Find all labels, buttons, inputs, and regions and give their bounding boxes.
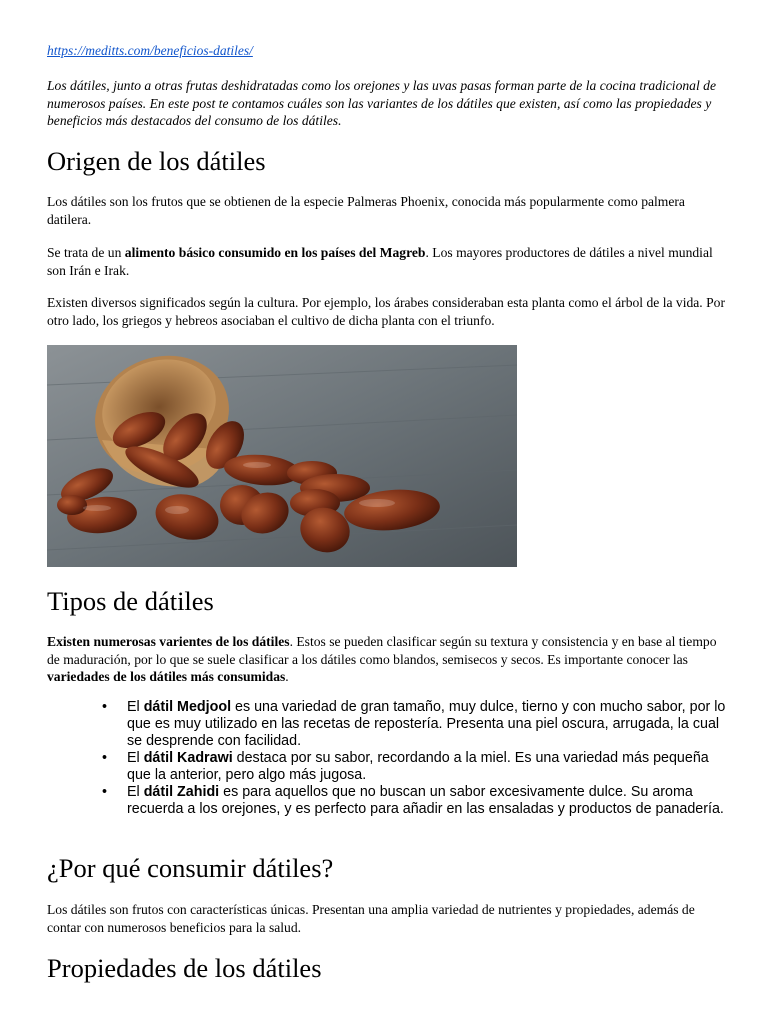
heading-por-que: ¿Por qué consumir dátiles? — [47, 853, 334, 883]
bullet: • — [102, 699, 108, 715]
heading-origen: Origen de los dátiles — [47, 146, 266, 176]
item-text: El — [127, 699, 144, 715]
source-link[interactable]: https://meditts.com/beneficios-datiles/ — [47, 43, 253, 58]
intro-paragraph: Los dátiles, junto a otras frutas deshidratadas como los orejones y las uvas pasas forman parte de la cocina tradicional de numerosos países. En este post te contamos cuáles son las variantes de los dátiles que existen, así como las propiedades y beneficios más destacados del consumo de los dátiles. — [47, 78, 716, 128]
origen-p2-text-end: . Los mayores productores de dátiles a nivel mundial son Irán e Irak. — [47, 245, 713, 278]
tipos-bold-1: Existen numerosas varientes de los dátiles — [47, 634, 290, 649]
list-item — [102, 784, 727, 818]
origen-paragraph-1: Los dátiles son los frutos que se obtienen de la especie Palmeras Phoenix, conocida más popularmente como palmera datilera. — [47, 194, 685, 227]
heading-tipos: Tipos de dátiles — [47, 586, 214, 616]
item-bold: dátil Kadrawi — [143, 750, 233, 766]
bullet: • — [102, 784, 108, 800]
origen-p2-bold: alimento básico consumido en los países del Magreb — [124, 245, 426, 260]
bullet: • — [102, 750, 108, 766]
list-item — [102, 699, 727, 750]
heading-propiedades: Propiedades de los dátiles — [47, 953, 322, 983]
tipos-paragraph — [47, 633, 727, 686]
origen-paragraph-3: Existen diversos significados según la cultura. Por ejemplo, los árabes consideraban esta planta como el árbol de la vida. Por otro lado, los griegos y hebreos asociaban el cultivo de dicha planta con el triunfo. — [47, 295, 725, 328]
list-item — [102, 750, 727, 784]
item-text-end: destaca por su sabor, recordando a la miel. Es una variedad más pequeña que la anterior, pero algo más jugosa. — [127, 750, 709, 783]
item-bold: dátil Medjool — [143, 699, 232, 715]
item-text: El — [127, 784, 144, 800]
origen-paragraph-2 — [47, 244, 727, 279]
tipos-text: . Estos se pueden clasificar según su textura y consistencia y en base al tiempo de maduración, por lo que se suele clasificar a los dátiles como blandos, semisecos y secos. Es importante conocer las — [47, 634, 717, 667]
tipos-text-end: . — [285, 669, 289, 684]
item-text: El — [127, 750, 144, 766]
date-types-list — [102, 699, 727, 818]
item-text-end: es para aquellos que no buscan un sabor excesivamente dulce. Su aroma recuerda a los orejones, y es perfecto para añadir en las ensaladas y productos de panadería. — [127, 784, 724, 817]
dates-bowl-image — [47, 345, 517, 567]
item-text-end: es una variedad de gran tamaño, muy dulce, tierno y con mucho sabor, por lo que es muy utilizado en las recetas de repostería. Presenta una piel oscura, arrugada, la cual se desprende con facilidad. — [127, 699, 726, 749]
item-bold: dátil Zahidi — [143, 784, 220, 800]
origen-p2-text: Se trata de un — [47, 245, 125, 260]
por-que-paragraph: Los dátiles son frutos con características únicas. Presentan una amplia variedad de nutrientes y propiedades, además de contar con numerosos beneficios para la salud. — [47, 902, 695, 935]
tipos-bold-2: variedades de los dátiles más consumidas — [47, 669, 286, 684]
